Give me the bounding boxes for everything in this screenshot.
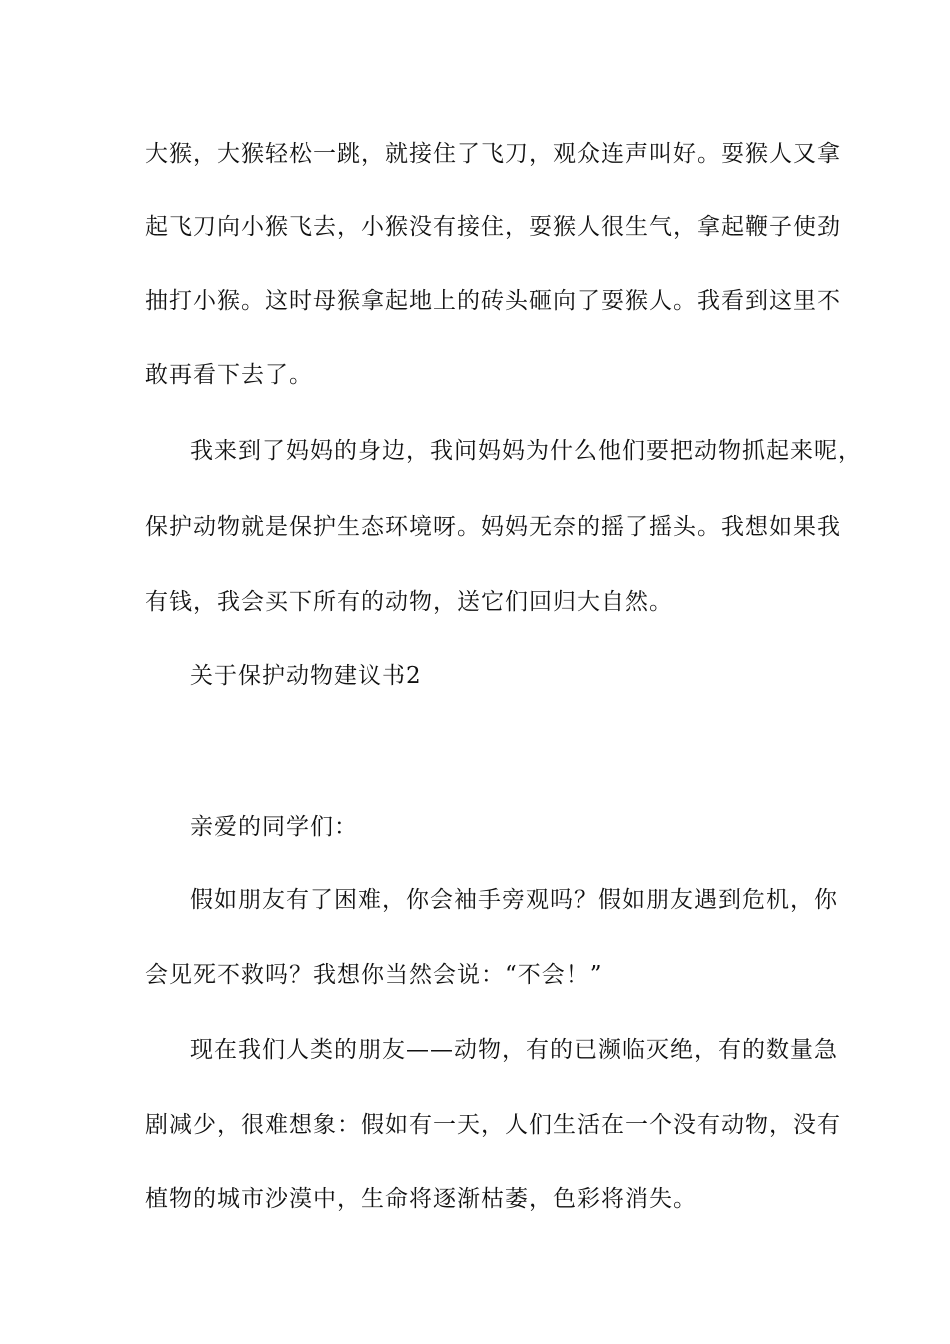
paragraph-line: 剧减少，很难想象：假如有一天，人们生活在一个没有动物，没有 (145, 1112, 841, 1138)
paragraph-line: 现在我们人类的朋友——动物，有的已濒临灭绝，有的数量急 (190, 1037, 838, 1063)
paragraph-line: 假如朋友有了困难，你会袖手旁观吗？假如朋友遇到危机，你 (190, 887, 838, 913)
paragraph-line: 我来到了妈妈的身边，我问妈妈为什么他们要把动物抓起来呢， (190, 438, 862, 464)
paragraph-line: 大猴，大猴轻松一跳，就接住了飞刀，观众连声叫好。耍猴人又拿 (145, 141, 841, 167)
paragraph-line: 会见死不救吗？我想你当然会说：“不会！” (145, 962, 603, 988)
salutation: 亲爱的同学们： (190, 814, 358, 840)
section-heading: 关于保护动物建议书2 (190, 663, 422, 689)
paragraph-line: 有钱，我会买下所有的动物，送它们回归大自然。 (145, 589, 673, 615)
paragraph-line: 敢再看下去了。 (145, 362, 313, 388)
paragraph-line: 起飞刀向小猴飞去，小猴没有接住，耍猴人很生气，拿起鞭子使劲 (145, 214, 841, 240)
paragraph-line: 保护动物就是保护生态环境呀。妈妈无奈的摇了摇头。我想如果我 (145, 514, 841, 540)
paragraph-line: 植物的城市沙漠中，生命将逐渐枯萎，色彩将消失。 (145, 1186, 697, 1212)
paragraph-line: 抽打小猴。这时母猴拿起地上的砖头砸向了耍猴人。我看到这里不 (145, 288, 841, 314)
